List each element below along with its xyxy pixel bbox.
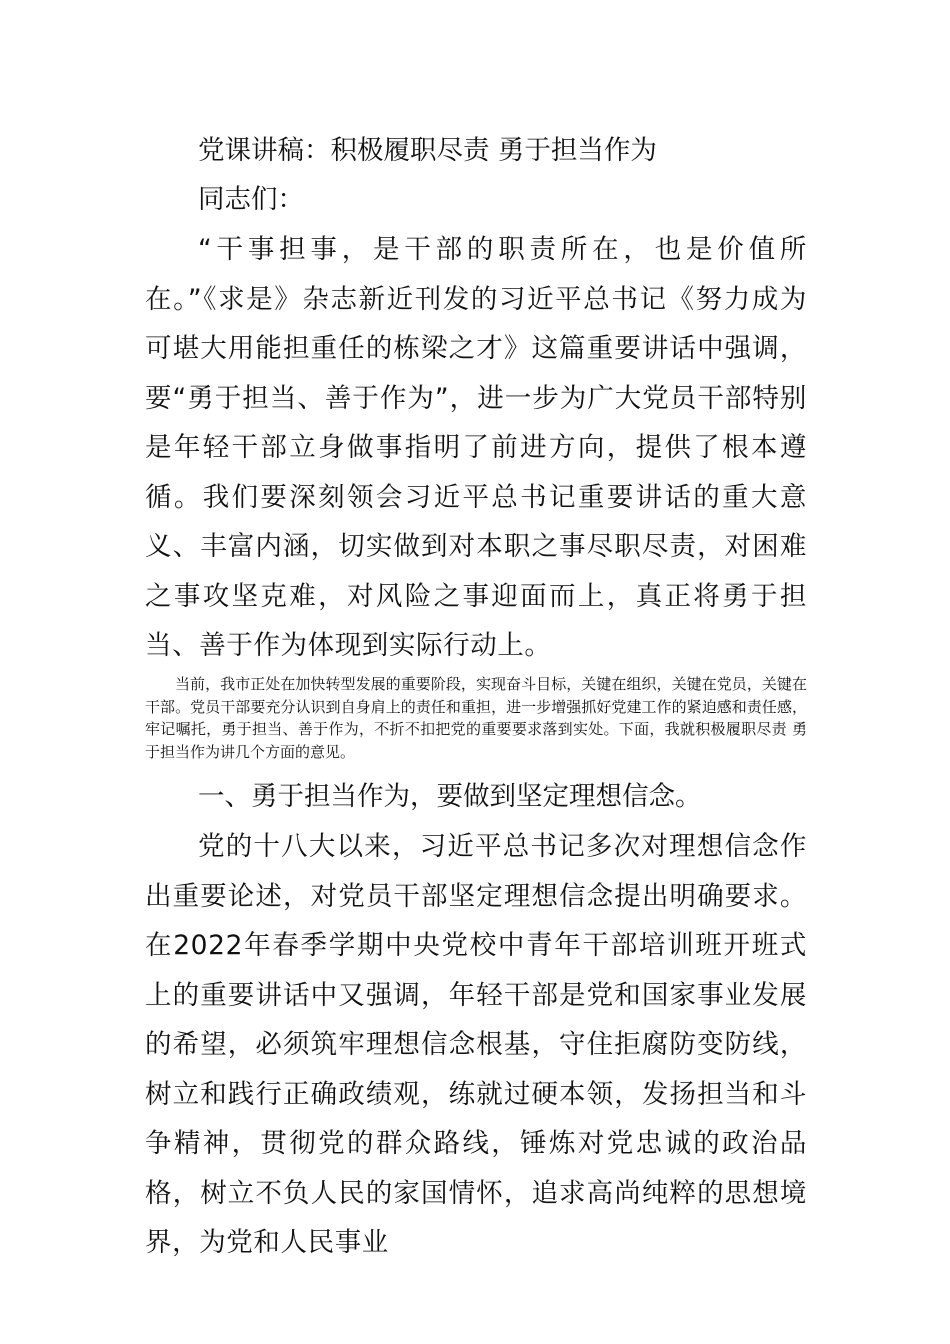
document-title: 党课讲稿：积极履职尽责 勇于担当作为 <box>198 135 657 166</box>
section-heading-1: 一、勇于担当作为，要做到坚定理想信念。 <box>198 781 702 812</box>
paragraph-context: 当前，我市正处在加快转型发展的重要阶段，实现奋斗目标，关键在组织，关键在党员，关键在干部。党员干部要充分认识到自身肩上的责任和重担，进一步增强抓好党建工作的紧迫感和责任感，牢记嘱托，勇于担当、善于作为，不折不扣把党的重要要求落到实处。下面，我就积极履职尽责 勇于担当作为讲几个方面的意见。 <box>145 675 807 761</box>
paragraph-intro: “干事担事，是干部的职责所在，也是价值所在。”《求是》杂志新近刊发的习近平总书记《努力成为可堪大用能担重任的栋梁之才》这篇重要讲话中强调，要“勇于担当、善于作为”，进一步为广大党员干部特别是年轻干部立身做事指明了前进方向，提供了根本遵循。我们要深刻领会习近平总书记重要讲话的重大意义、丰富内涵，切实做到对本职之事尽职尽责，对困难之事攻坚克难，对风险之事迎面而上，真正将勇于担当、善于作为体现到实际行动上。 <box>145 234 807 661</box>
paragraph-section-1: 党的十八大以来，习近平总书记多次对理想信念作出重要论述，对党员干部坚定理想信念提出明确要求。在2022年春季学期中央党校中青年干部培训班开班式上的重要讲话中又强调，年轻干部是党和国家事业发展的希望，必须筑牢理想信念根基，守住拒腐防变防线，树立和践行正确政绩观，练就过硬本领，发扬担当和斗争精神，贯彻党的群众路线，锤炼对党忠诚的政治品格，树立不负人民的家国情怀，追求高尚纯粹的思想境界，为党和人民事业 <box>145 831 807 1258</box>
greeting: 同志们： <box>198 184 304 215</box>
